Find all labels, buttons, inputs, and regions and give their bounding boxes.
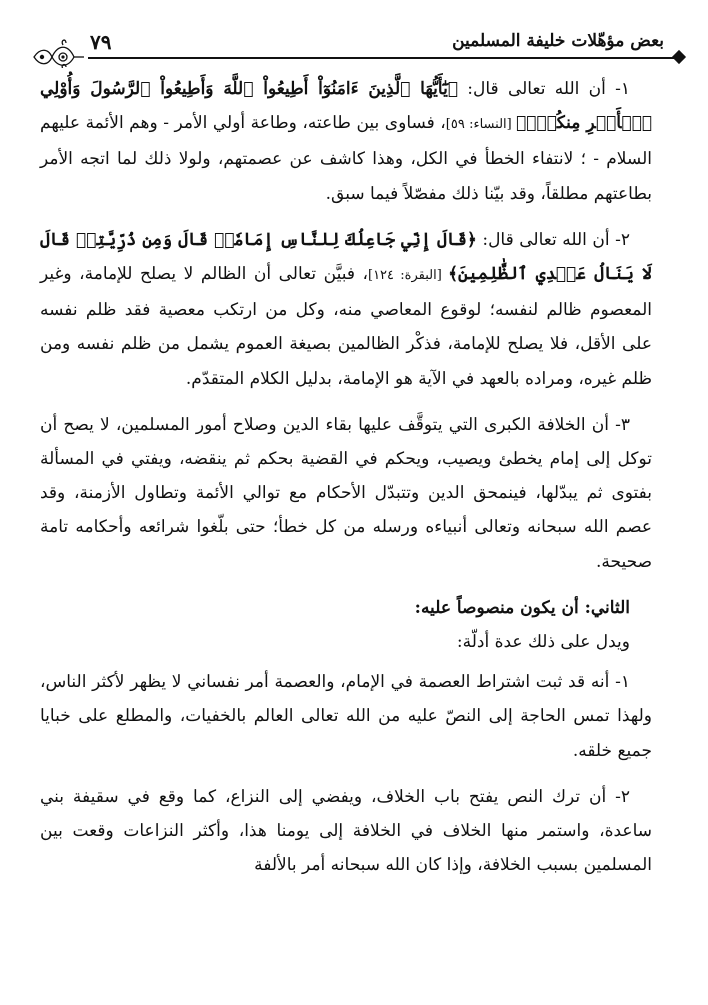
paragraph-4: ١- أنه قد ثبت اشتراط العصمة في الإمام، والعصمة أمر نفساني لا يظهر لأكثر الناس، ولهذا تمس الحاجة إلى النصّ عليه من الله تعالى العالم بالخفيات، والمطلع على خبايا جميع خلقه. — [40, 672, 652, 761]
paragraph-2-intro: ٢- أن الله تعالى قال: — [476, 229, 630, 250]
page-number: ٧٩ — [90, 30, 112, 54]
diamond-icon — [672, 50, 686, 64]
paragraph-1-text: ، فساوى بين طاعته، وطاعة أولي الأمر - وهم الأئمة عليهم السلام - ؛ لانتفاء الخطأ في الكل، وهذا كاشف عن عصمتهم، ولولا ذلك لما اتجه الأمر بطاعتهم مطلقاً، وقد بيّنا ذلك مفصّلاً فيما سبق. — [40, 113, 652, 204]
paragraph-1-intro: ١- أن الله تعالى قال: — [458, 79, 631, 99]
verse-citation-1: [النساء: ٥٩] — [445, 117, 516, 133]
verse-citation-2: [البقرة: ١٢٤] — [367, 268, 449, 284]
paragraph-2-text: ، فبيَّن تعالى أن الظالم لا يصلح للإمامة، وغير المعصوم ظالم لنفسه؛ لوقوع المعاصي منه، وكل من ارتكب معصية فقد ظلم نفسه على الأقل، فلا يصلح للإمامة، فذكْر الظالمين بصيغة العموم يشمل من ظلم نفسه ومن ظلم غيره، ومراده بالعهد في الآية هو الإمامة، بدليل الكلام المتقدّم. — [40, 264, 652, 389]
running-title: بعض مؤهّلات خليفة المسلمين — [452, 31, 664, 51]
paragraph-2 — [40, 223, 652, 396]
floral-ornament-icon — [30, 34, 84, 68]
quran-verse-2: ﴿قَالَ إِنِّي جَاعِلُكَ لِلنَّاسِ إِمَامٗاۖ قَالَ وَمِن ذُرِّيَّتِيۖ قَالَ لَا يَنَالُ عَهۡدِي ٱلظَّٰلِمِينَ﴾ — [40, 229, 652, 285]
header-rule — [88, 57, 674, 59]
paragraph-3: ٣- أن الخلافة الكبرى التي يتوقَّف عليها بقاء الدين وصلاح أمور المسلمين، لا يصح أن توكل إلى إمام يخطئ ويصيب، ويحكم في القضية بحكم ثم ينقضه، ويفتي في المسألة بفتوى ثم يبدّلها، فينمحق الدين وتتبدّل الأحكام مع توالي الأئمة وتطاول الأزمنة، وقد عصم الله سبحانه وتعالى أنبياءه ورسله من كل خطأ؛ حتى بلّغوا شرائعه وأحكامه تامة صحيحة. — [40, 414, 652, 572]
quran-verse-1: ﴿يَٰٓأَيُّهَا ٱلَّذِينَ ءَامَنُوٓاْ أَطِيعُواْ ٱللَّهَ وَأَطِيعُواْ ٱلرَّسُولَ وَأُوْلِي ٱلۡأَمۡرِ مِنكُمۡۖ﴾ — [40, 79, 653, 134]
paragraph-5: ٢- أن ترك النص يفتح باب الخلاف، ويفضي إلى النزاع، كما وقع في سقيفة بني ساعدة، واستمر منها الخلاف في الخلافة إلى يومنا هذا، وأكثر النزاعات وقعت بين المسلمين بسبب الخلافة، وإذا كان الله سبحانه أمر بالألفة — [40, 786, 652, 876]
section-heading: الثاني: أن يكون منصوصاً عليه: — [414, 597, 630, 618]
evidence-intro: ويدل على ذلك عدة أدلّة: — [456, 632, 630, 653]
paragraph-1 — [40, 72, 652, 211]
page-body — [40, 72, 652, 894]
page-header — [30, 28, 684, 64]
